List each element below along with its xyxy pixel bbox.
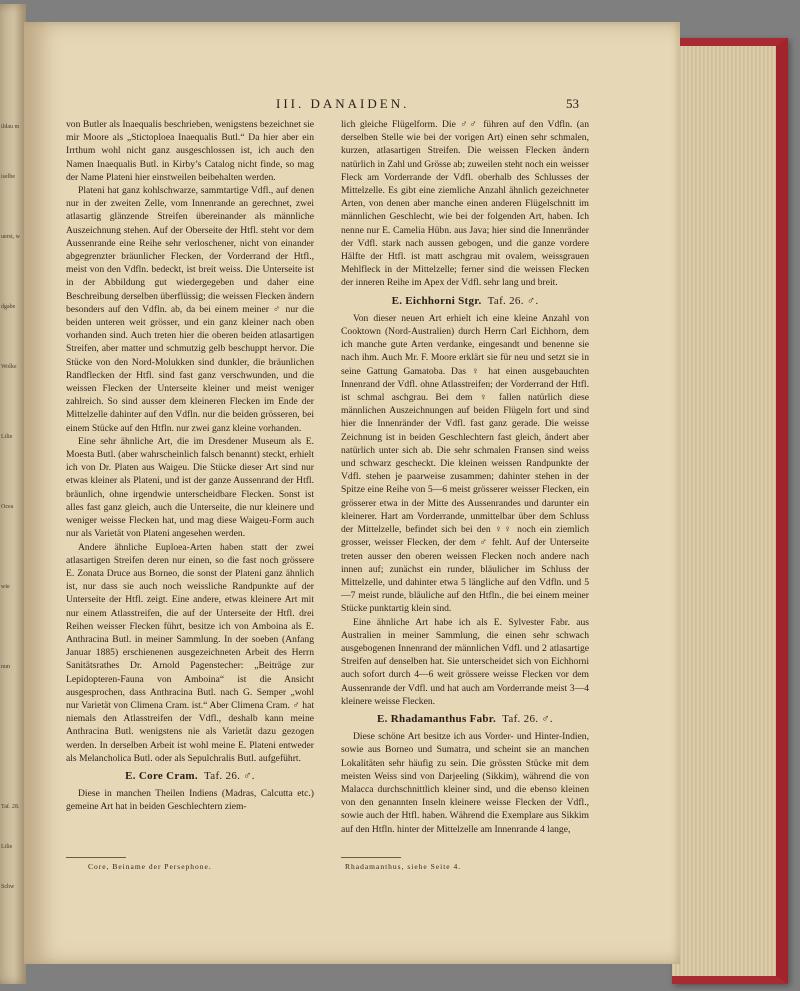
plate-reference: Taf. 26. ♂. <box>204 769 255 782</box>
margin-fragment: nun <box>1 664 10 670</box>
margin-fragment: iselbe <box>1 174 15 180</box>
margin-fragment: Wolke <box>1 364 17 370</box>
paragraph: Diese in manchen Theilen Indiens (Madras, Calcutta etc.) gemeine Art hat in beiden Geschlechtern ziem- <box>66 788 314 813</box>
paragraph: von Butler als Inaequalis beschrieben, wenigstens bezeichnet sie mir Moore als „Stictoploea Inaequalis Butl.“ Da hier aber ein Irrthum wohl nicht ganz ausgeschlossen ist, ich auch den Namen Inaequalis Butl. in Kirby’s Catalog nicht finde, so mag der Name Plateni hier einstweilen beibehalten werden. <box>66 119 314 183</box>
footnote-rule <box>66 857 126 858</box>
margin-fragment: Ocea <box>1 504 14 510</box>
paragraph: Eine ähnliche Art habe ich als E. Sylvester Fabr. aus Australien in meiner Sammlung, die einen sehr schwach ausgebogenen Innenrand der männlichen Vdfl. und 2 atlasartige Streifen auf denselben hat. Sie unterscheidet sich von Eichhorni auch sofort durch 4—6 weit grössere weisse Flecken vor dem Aussenrande der Vdfl. und hat auch am Vorderrande meist 3—4 kleinere weisse Flecken. <box>341 616 589 707</box>
margin-fragment: wie <box>1 584 10 590</box>
species-heading <box>341 713 589 726</box>
footnote: Core, Beiname der Persephone. <box>88 862 212 871</box>
margin-fragment: dgabe <box>1 304 16 310</box>
right-column <box>341 118 589 836</box>
margin-fragment: Lilie <box>1 434 13 440</box>
species-heading <box>341 295 589 308</box>
species-heading <box>66 770 314 783</box>
plate-reference: Taf. 26. ♂. <box>502 712 553 725</box>
footnote-rule <box>341 857 401 858</box>
paragraph: Von dieser neuen Art erhielt ich eine kleine Anzahl von Cooktown (Nord-Australien) durch Herrn Carl Eichhorn, dem ich manche gute Arten verdanke, eingesandt und benenne sie nach ihm. Auch Mr. F. Moore erklärt sie für neu und setzt sie in seine Gattung Gamatoba. Das ♀ hat einen ausgebauchten Innenrand der Vdfl. ohne Atlasstreifen; der Vorderrand der Htfl. ist schmal aschgrau. Bei dem ♀ fallen natürlich diese männlichen Auszeichnungen auf beiden Flügeln fort und sind hier die Innenränder der Vdfl. fast ganz gerade. Die weisse Zeichnung ist in beiden Geschlechtern fast gleich, ändert aber natürlich unter sich ab. Die sehr schmalen Fransen sind weiss und schwarz gescheckt. Die kleinen weissen Randpunkte der Vdfl. stehen je paarweise zusammen; dahinter stehen in der Spitze eine Reihe von 5—6 meist grösserer weisser Flecken, ein grösserer etwa in der Mitte des Aussenrandes und darunter ein kleinerer. Hart am Vorderrande, unmittelbar über dem Schluss der Mittelzelle, befindet sich bei den ♀♀ noch ein ziemlich grosser, weisser Flecken, der dem ♂ fehlt. Auf der Unterseite treten ausser den oberen weissen Flecken noch andere nach innen auf; zunächst ein runder, bläulicher im Schluss der Mittelzelle, und dahinter etwa 5 längliche auf den Vdfln. und 5—7 meist runde, bläuliche auf den Htfln., die bei einem meiner Stücke punktartig klein sind. <box>341 312 589 615</box>
species-name: E. Rhadamanthus Fabr. <box>377 712 497 725</box>
paragraph: Eine sehr ähnliche Art, die im Dresdener Museum als E. Moesta Butl. (aber wahrscheinlich falsch benannt) steckt, erhielt ich von Dr. Platen aus Waigeu. Die Stücke dieser Art sind nur etwas kleiner als Plateni, und ist der ganze Aussenrand der Htfl. bräunlich, ohne irgendwie unterscheidbare Flecken. Sonst ist alles fast ganz gleich, auch die Unterseite, die nur kleinere und weniger weisse Flecken hat, und mag diese Waigeu-Form auch nur als Varietät von Plateni angesehen werden. <box>66 435 314 540</box>
paragraph: Diese schöne Art besitze ich aus Vorder- und Hinter-Indien, sowie aus Borneo und Sumatra, und scheint sie an manchen Lokalitäten sehr häufig zu sein. Die grössten Stücke mit dem meisten Weiss sind von Darjeeling (Sikkim), während die von Malacca durchschnittlich kleiner sind, und die ebenso kleinen von den genannten Inseln kleinere weisse Flecken der Vdfl., sowie auch der Htfl. haben. Während die Exemplare aus Sikkim auf den Htfln. hinter der Mittelzelle am Innenrande 4 lange, <box>341 731 589 835</box>
book-page-stack <box>672 38 788 984</box>
plate-reference: Taf. 26. ♂. <box>487 294 539 307</box>
paragraph: Andere ähnliche Euploea-Arten haben statt der zwei atlasartigen Streifen deren nur einen, so die fast noch grössere E. Zonata Druce aus Borneo, die sonst der Plateni ganz ähnlich ist, nur dass sie auch noch weissliche Randpunkte auf der Unterseite der Htfl. zeigt. Eine andere, etwas kleinere Art mit nur einem Atlasstreifen, die auf der Unterseite der Htfl. drei Reihen weisser Flecken führt, besitze ich von Amboina als E. Anthracina Butl. in meiner Sammlung. In der soeben (Anfang Januar 1885) erschienenen ausgezeichneten Arbeit des Herrn Sanitätsrathes Dr. Arnold Pagenstecher: „Beiträge zur Lepidopteren-Fauna von Amboina“ ist die Ansicht ausgesprochen, dass Anthracina Butl. nach G. Semper „wohl nur Varietät von Climena Cram. ist.“ Aber Climena Cram. ♂ hat niemals den Atlasstreifen der Vdfl., deshalb kann meine Anthracina Butl. wenigstens nie als Varietät dazu gezogen werden. In derselben Arbeit ist wohl meine E. Plateni entweder als Melancholica Butl. oder als Sepulchralis Butl. aufgeführt. <box>66 541 314 764</box>
margin-fragment: Taf. 28. <box>1 804 20 810</box>
paragraph: Plateni hat ganz kohlschwarze, sammtartige Vdfl., auf denen nur in der zweiten Zelle, vom Innenrande an gerechnet, zwei atlasartig glänzende Streifen übereinander als männliche Auszeichnung stehen. Auf der Oberseite der Htfl. steht vor dem Aussenrande eine Reihe sehr verloschener, nicht von einander abgegrenzter bräunlicher Flecken, der Vorderrand der Htfl., meist von den Vdfln. bedeckt, ist breit weiss. Die Unterseite ist in der Abbildung gut wiedergegeben und daher eine Beschreibung derselben überflüssig; die weissen Flecken ändern besonders auf den Vdfln. ab, da bei einem meiner ♂ nur die beiden unteren weit grösser, und ein ganz kleiner nach oben vorhanden sind. Auch treten hier die oberen beiden atlasartigen Streifen, aber matter und schmutzig gelb beschuppt hervor. Die Stücke von den Nord-Molukken sind dunkler, die bräunlichen Randflecken der Htfl. sind fast ganz verschwunden, und die weissen Flecken der Unterseite kleiner und meist weniger zahlreich. So sind ausser dem kleineren Flecken im Ende der Mittelzelle dahinter auf den Vdfln. nur die beiden grösseren, bei einem Stücke auf den Htfln. nur zwei ganz kleine vorhanden. <box>66 185 314 434</box>
running-head: III. DANAIDEN. <box>276 96 410 111</box>
left-column <box>66 118 314 814</box>
species-name: E. Eichhorni Stgr. <box>391 294 482 307</box>
footnote: Rhadamanthus, siehe Seite 4. <box>345 862 462 871</box>
facing-page-edge <box>0 4 26 984</box>
margin-fragment: Lilie <box>1 844 13 850</box>
margin-fragment: Schw <box>1 884 15 890</box>
margin-fragment: uerst, w <box>1 234 20 240</box>
margin-fragment: ildau m <box>1 124 20 130</box>
species-name: E. Core Cram. <box>125 769 198 782</box>
paragraph: lich gleiche Flügelform. Die ♂♂ führen auf den Vdfln. (an derselben Stelle wie bei der vorigen Art) einen sehr schmalen, kurzen, atlasartigen Streifen. Die weissen Flecken ändern natürlich in Zahl und Grösse ab; zuweilen steht noch ein weisser Fleck am Vorderrande der Vdfl. oberhalb des Schlusses der Mittelzelle. Es gibt eine ziemliche Anzahl ähnlich gezeichneter Arten, von denen aber manche einen anderen Flügelschnitt im männlichen Geschlecht, wie bei der folgenden Art, haben. Ich nenne nur E. Camelia Hübn. aus Java; hier sind die Innenränder der Vdfl. stark nach aussen gebogen, und die ganze vordere Hälfte der Htfl. ist matt aschgrau mit ovalem, weissgrauen Mehlfleck in der Mittelzelle; ferner sind die weissen Flecken der inneren Reihe im Apex der Vdfl. sehr lang und breit. <box>341 119 589 289</box>
page-number: 53 <box>566 96 579 111</box>
